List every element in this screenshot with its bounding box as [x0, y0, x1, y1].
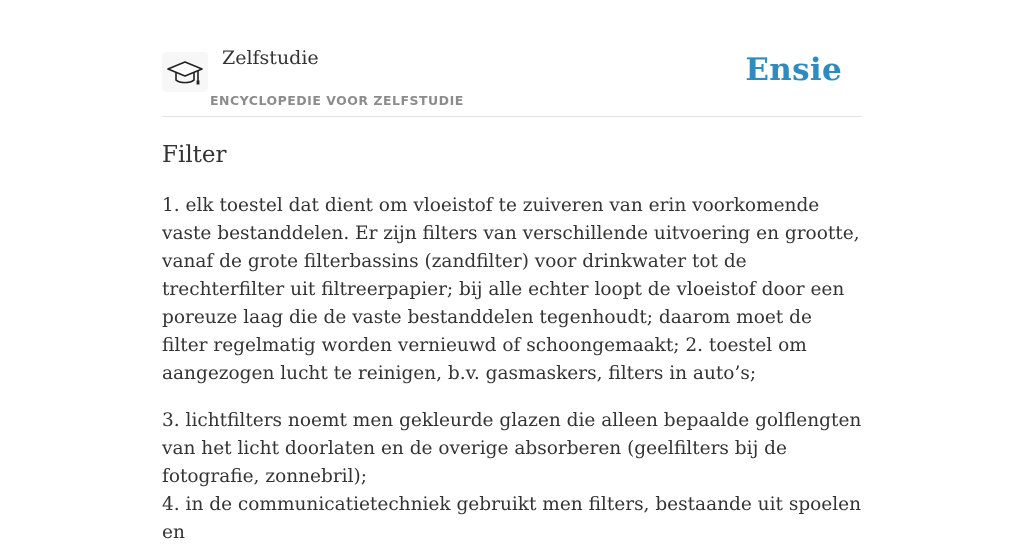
- site-tagline: ENCYCLOPEDIE VOOR ZELFSTUDIE: [210, 93, 464, 108]
- article-text-line: 3. lichtfilters noemt men gekleurde glazen die alleen bepaalde golflengten van het licht doorlaten en de overige absorberen (geelfilters bij de fotografie, zonnebril);: [162, 410, 862, 487]
- site-name[interactable]: Zelfstudie: [222, 47, 319, 69]
- article-paragraph: [162, 407, 862, 547]
- brand-logo[interactable]: Ensie: [745, 52, 842, 88]
- page-container: [162, 0, 862, 543]
- article-paragraph: 1. elk toestel dat dient om vloeistof te zuiveren van erin voorkomende vaste bestanddelen. Er zijn filters van verschillende uitvoering en grootte, vanaf de grote filterbassins (zandfilter) voor drinkwater tot de trechterfilter uit filtreerpapier; bij alle echter loopt de vloeistof door een poreuze laag die de vaste bestanddelen tegenhoudt; daarom moet de filter regelmatig worden vernieuwd of schoongemaakt; 2. toestel om aangezogen lucht te reinigen, b.v. gasmaskers, filters in auto’s;: [162, 195, 860, 384]
- site-logo[interactable]: [162, 52, 208, 92]
- site-header: [162, 0, 862, 117]
- article-body: [162, 192, 862, 547]
- graduation-cap-icon: [167, 56, 203, 88]
- article-title: Filter: [162, 142, 227, 168]
- article-text-line: 4. in de communicatietechniek gebruikt men filters, bestaande uit spoelen en: [162, 494, 862, 543]
